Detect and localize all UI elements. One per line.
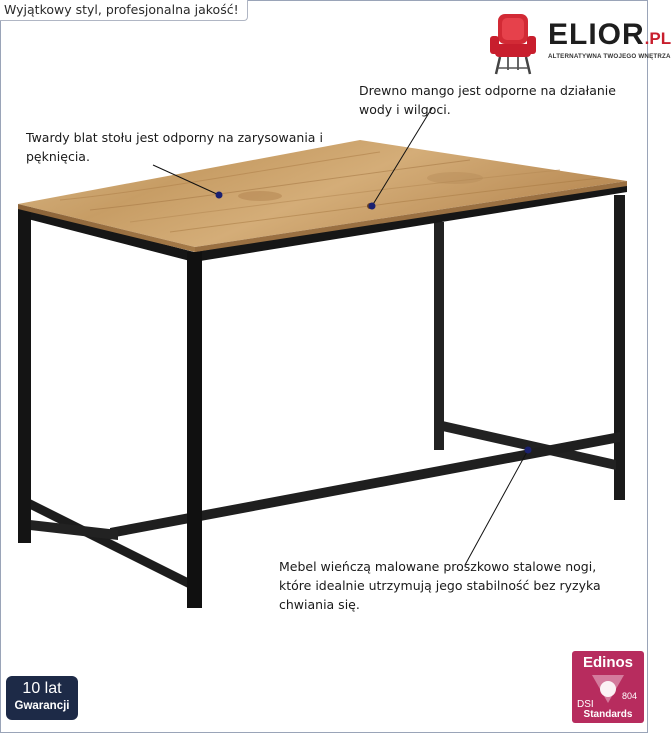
certificate-name: Edinos	[582, 654, 633, 671]
certificate-number: 804	[622, 691, 638, 701]
warranty-label: Gwarancji	[14, 700, 70, 712]
certificate-dsi: DSI	[577, 699, 594, 710]
logo-wordmark: ELIOR.PL	[548, 18, 671, 51]
certificate-standards: Standards	[583, 709, 633, 720]
table-icon	[18, 140, 627, 608]
warranty-badge	[6, 676, 78, 720]
callout-steel-legs: Mebel wieńczą malowane proszkowo stalowe nogi, które idealnie utrzymują jego stabilność bez ryzyka chwiania się.	[279, 559, 601, 612]
tagline: Wyjątkowy styl, profesjonalna jakość!	[0, 0, 248, 21]
warranty-years: 10 lat	[22, 680, 62, 697]
logo-subtitle: ALTERNATYWNA TWOJEGO WNĘTRZA	[548, 53, 671, 60]
callout-mango-wood: Drewno mango jest odporne na działanie wody i wilgoci.	[359, 83, 616, 117]
callout-tabletop: Twardy blat stołu jest odporny na zarysowania i pęknięcia.	[26, 130, 323, 164]
edinos-certificate-badge	[572, 651, 644, 723]
logo-suffix: .PL	[644, 29, 671, 48]
